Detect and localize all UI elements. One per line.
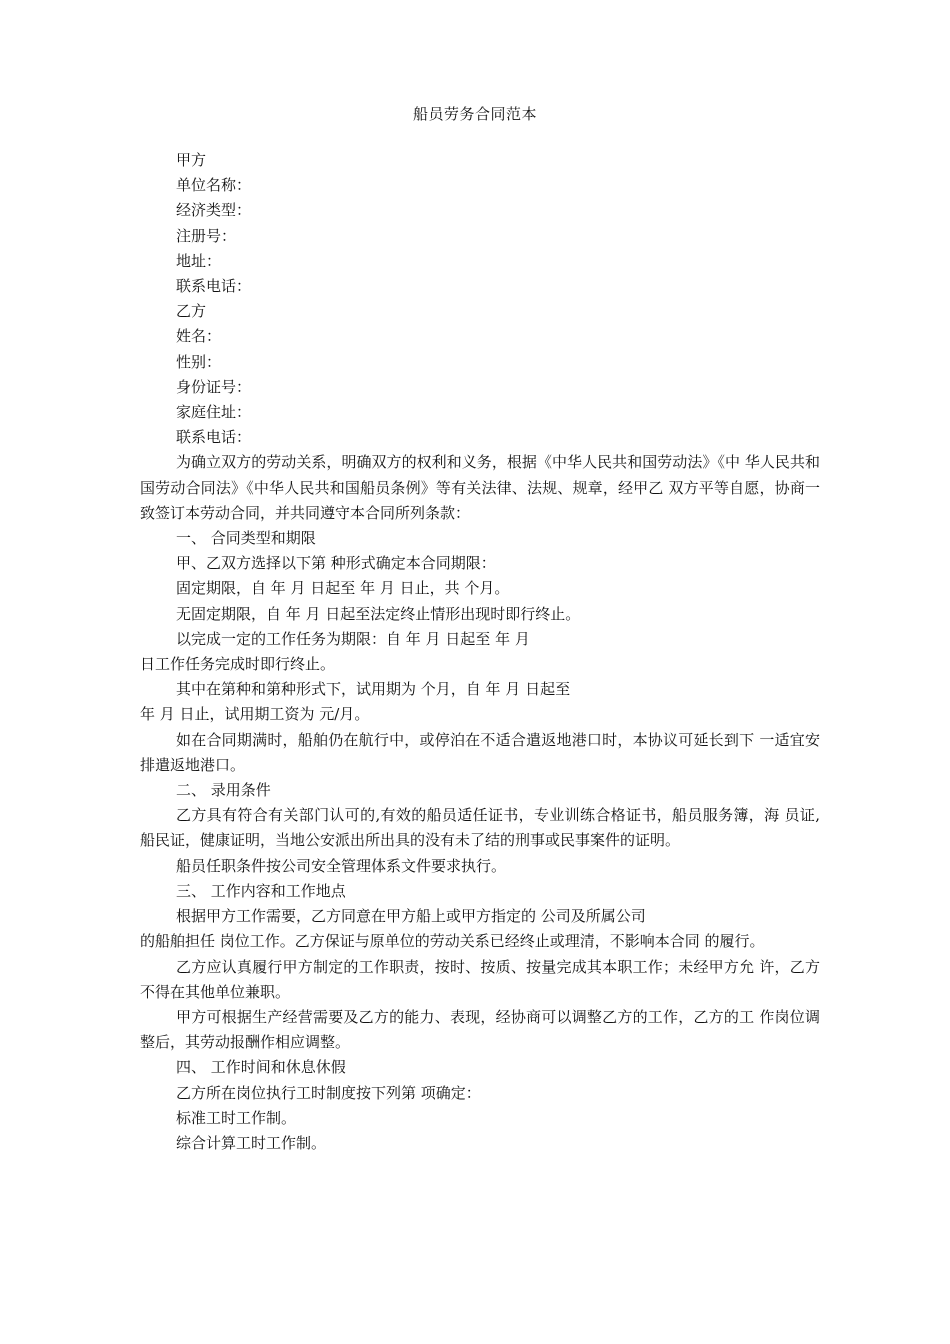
party-a-heading: 甲方: [176, 151, 207, 169]
section-1-term-choice: 甲、乙双方选择以下第 种形式确定本合同期限：: [176, 554, 496, 573]
section-3-duties: 乙方应认真履行甲方制定的工作职责，按时、按质、按量完成其本职工作；未经甲方允 许，乙方不得在其他单位兼职。: [140, 957, 820, 1001]
section-3-assignment-line1: 根据甲方工作需要，乙方同意在甲方船上或甲方指定的 公司及所属公司: [176, 907, 646, 926]
section-1-task-term-line2: 日工作任务完成时即行终止。: [140, 655, 336, 674]
party-a-unit-name: 单位名称：: [176, 176, 252, 195]
section-4-comprehensive-hours: 综合计算工时工作制。: [176, 1133, 327, 1152]
party-b-home-address: 家庭住址：: [176, 403, 252, 422]
party-a-registration-no: 注册号：: [176, 226, 237, 245]
section-2-certificates: 乙方具有符合有关部门认可的,有效的船员适任证书，专业训练合格证书，船员服务簿，海 员证,船民证，健康证明，当地公安派出所出具的没有未了结的刑事或民事案件的证明。: [140, 806, 820, 850]
section-4-standard-hours: 标准工时工作制。: [176, 1108, 297, 1127]
preamble-paragraph: 为确立双方的劳动关系，明确双方的权利和义务，根据《中华人民共和国劳动法》《中 华人民共和国劳动合同法》《中华人民共和国船员条例》等有关法律、法规、规章，经甲乙 双方平等自愿，协商一致签订本劳动合同，并共同遵守本合同所列条款：: [140, 453, 820, 522]
section-3-adjustment: 甲方可根据生产经营需要及乙方的能力、表现，经协商可以调整乙方的工作，乙方的工 作岗位调整后，其劳动报酬作相应调整。: [140, 1007, 820, 1052]
section-3-assignment-line2: 的船舶担任 岗位工作。乙方保证与原单位的劳动关系已经终止或理清，不影响本合同 的履行。: [140, 932, 765, 951]
section-2-requirements: 船员任职条件按公司安全管理体系文件要求执行。: [176, 856, 507, 875]
section-3-heading: 三、 工作内容和工作地点: [176, 881, 346, 900]
section-1-probation-line1: 其中在第种和第种形式下，试用期为 个月，自 年 月 日起至: [176, 680, 571, 699]
party-b-phone: 联系电话：: [176, 428, 252, 447]
section-1-open-term: 无固定期限，自 年 月 日起至法定终止情形出现时即行终止。: [176, 604, 581, 623]
section-1-probation-line2: 年 月 日止，试用期工资为 元/月。: [140, 705, 370, 724]
party-b-id-number: 身份证号：: [176, 377, 252, 396]
party-b-heading: 乙方: [176, 302, 207, 321]
party-a-economic-type: 经济类型：: [176, 201, 252, 220]
section-1-extension: 如在合同期满时，船舶仍在航行中，或停泊在不适合遣返地港口时，本协议可延长到下 一适宜安排遣返地港口。: [140, 730, 820, 774]
document-body: [140, 148, 820, 1156]
party-a-phone: 联系电话：: [176, 277, 252, 296]
party-a-address: 地址：: [176, 251, 222, 270]
party-b-gender: 性别：: [176, 352, 222, 371]
section-1-task-term-line1: 以完成一定的工作任务为期限：自 年 月 日起至 年 月: [176, 629, 530, 648]
party-b-name: 姓名：: [176, 327, 222, 346]
section-2-heading: 二、 录用条件: [176, 781, 271, 800]
document-title: 船员劳务合同范本: [412, 105, 537, 123]
section-1-fixed-term: 固定期限，自 年 月 日起至 年 月 日止，共 个月。: [176, 579, 510, 598]
section-1-heading: 一、 合同类型和期限: [176, 529, 316, 548]
section-4-heading: 四、 工作时间和休息休假: [176, 1058, 346, 1077]
section-4-hours-choice: 乙方所在岗位执行工时制度按下列第 项确定：: [176, 1083, 481, 1102]
